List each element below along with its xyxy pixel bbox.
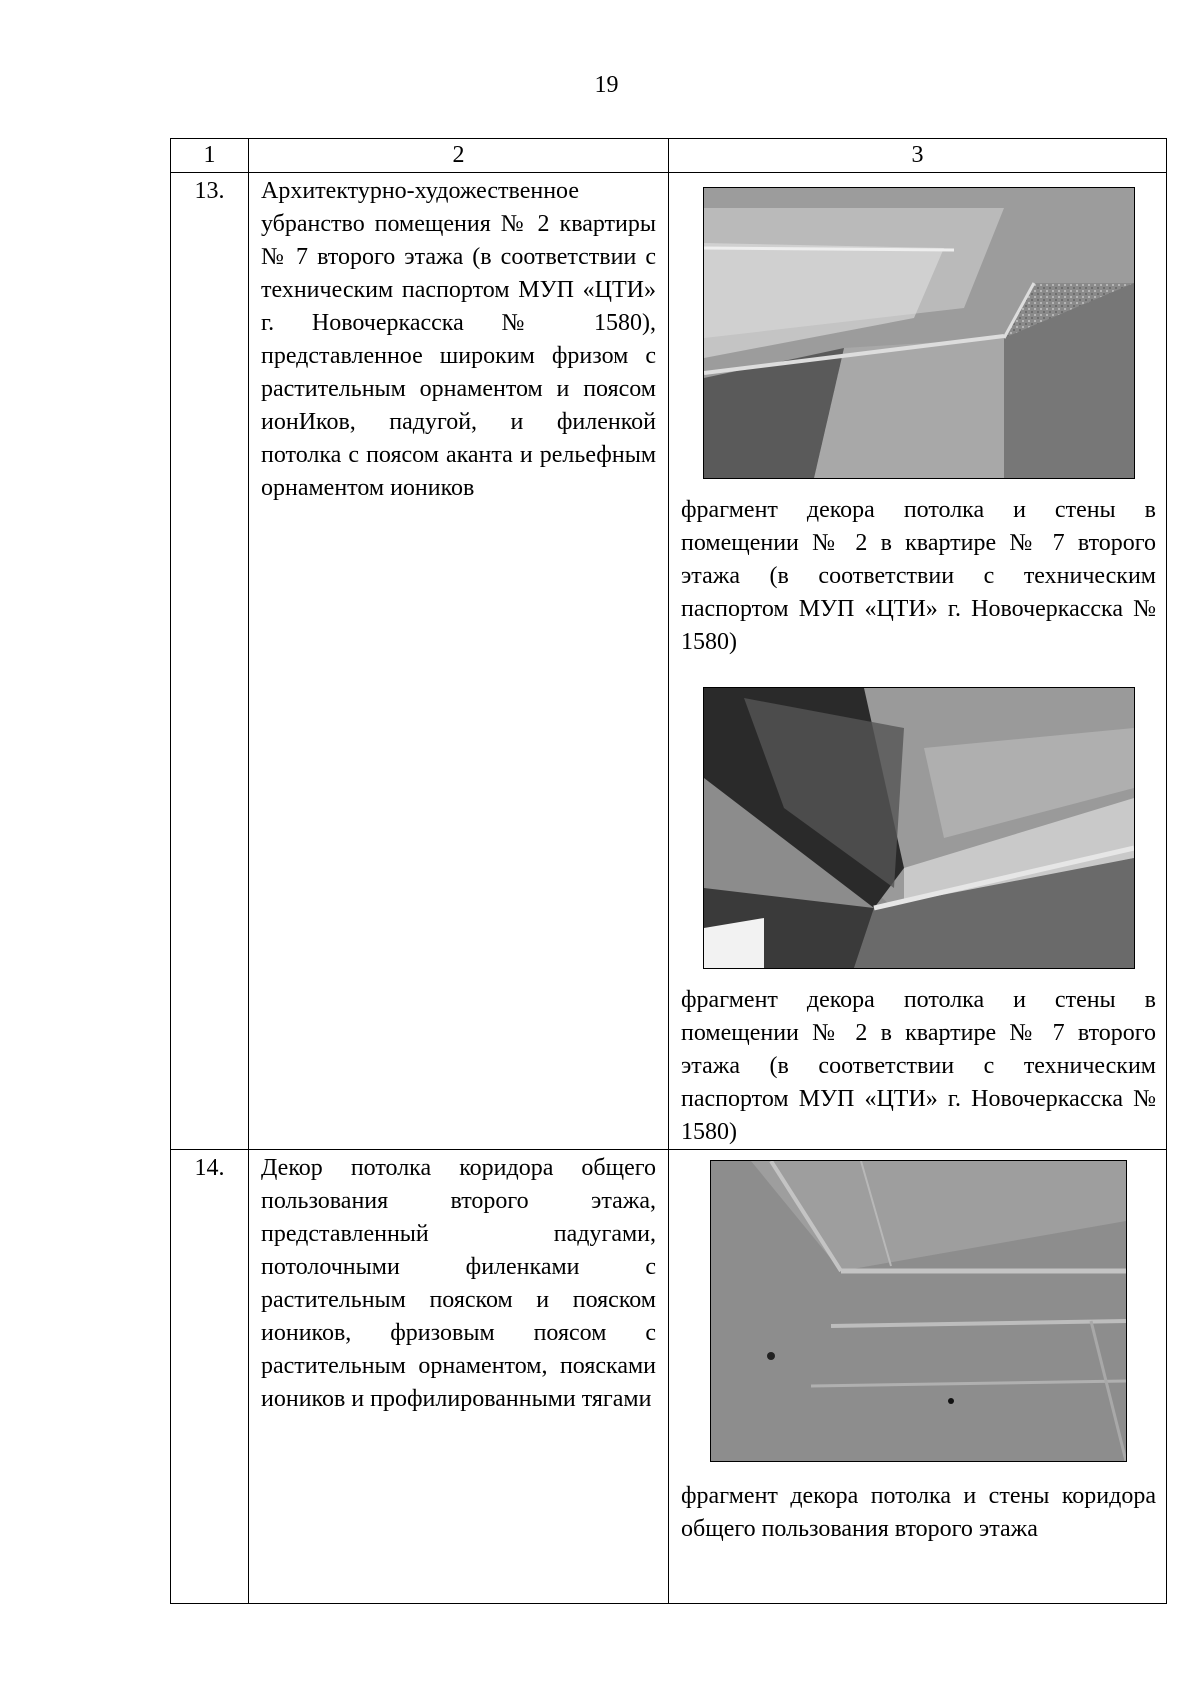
table-row xyxy=(171,1150,1167,1604)
row-number: 13. xyxy=(171,173,249,1150)
decor-table xyxy=(170,138,1167,1604)
row-description: Архитектурно-художественное убранство помещения № 2 квартиры № 7 второго этажа (в соответствии с техническим паспортом МУП «ЦТИ» г. Новочеркасска № 1580), представленное широким фризом с растительным орнаментом и поясом ионИков, падугой, и филенкой потолка с поясом аканта и рельефным орнаментом иоников xyxy=(249,173,669,1150)
header-col-1: 1 xyxy=(171,139,249,173)
photo-caption: фрагмент декора потолка и стены в помещении № 2 в квартире № 7 второго этажа (в соответствии с техническим паспортом МУП «ЦТИ» г. Новочеркасска № 1580) xyxy=(681,497,1156,655)
ceiling-decor-photo xyxy=(703,687,1135,969)
photo-cell xyxy=(669,173,1167,1150)
row-number: 14. xyxy=(171,1150,249,1604)
header-col-3: 3 xyxy=(669,139,1167,173)
ceiling-decor-photo xyxy=(710,1160,1127,1462)
table-row xyxy=(171,173,1167,1150)
page-number: 19 xyxy=(594,72,619,98)
table-header-row xyxy=(171,139,1167,173)
photo-caption: фрагмент декора потолка и стены в помещении № 2 в квартире № 7 второго этажа (в соответствии с техническим паспортом МУП «ЦТИ» г. Новочеркасска № 1580) xyxy=(681,987,1156,1145)
photo-cell xyxy=(669,1150,1167,1604)
header-col-2: 2 xyxy=(249,139,669,173)
ceiling-decor-photo xyxy=(703,187,1135,479)
row-description: Декор потолка коридора общего пользования второго этажа, представленный падугами, потолочными филенками с растительным пояском и пояском иоников, фризовым поясом с растительным орнаментом, поясками иоников и профилированными тягами xyxy=(249,1150,669,1604)
photo-caption: фрагмент декора потолка и стены коридора общего пользования второго этажа xyxy=(681,1483,1156,1542)
